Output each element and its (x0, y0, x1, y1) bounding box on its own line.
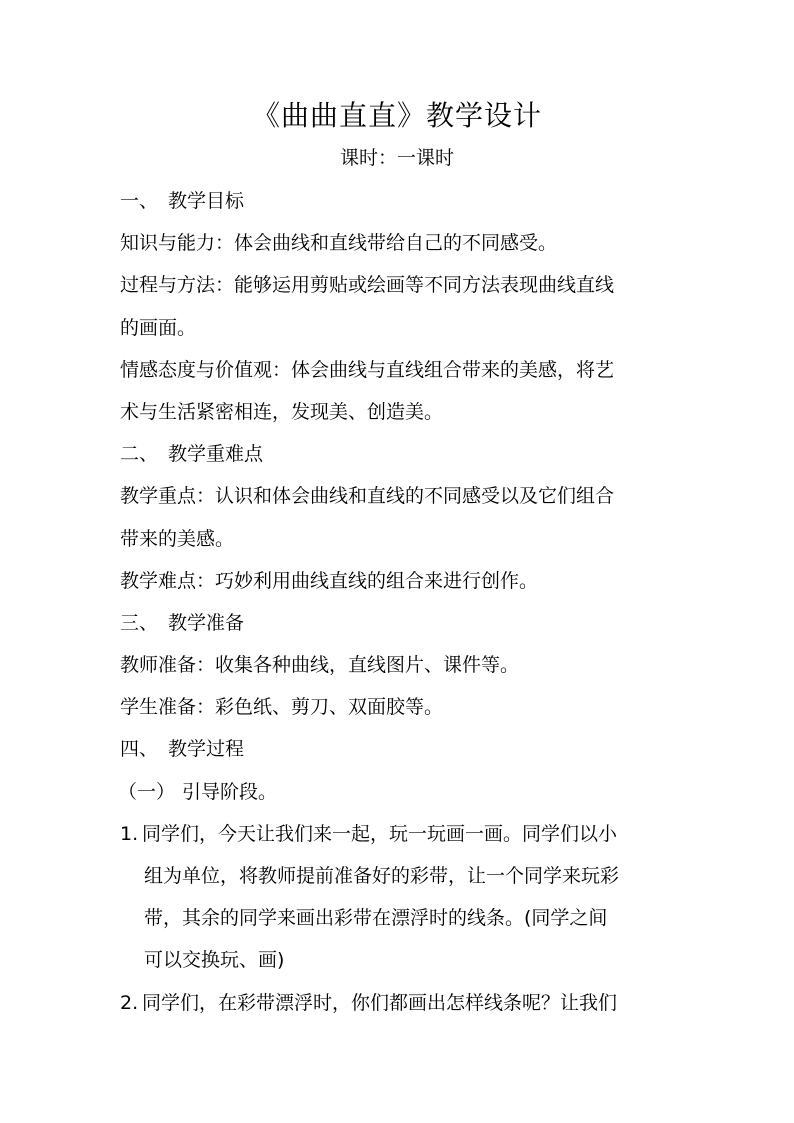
line-text: 术与生活紧密相连，发现美、创造美。 (120, 400, 444, 423)
paragraph-line (120, 522, 676, 564)
line-text: 教学难点：巧妙利用曲线直线的组合来进行创作。 (120, 569, 539, 592)
line-text: 教学准备 (168, 611, 245, 634)
line-text: 组为单位，将教师提前准备好的彩带，让一个同学来玩彩 (144, 865, 620, 887)
list-item-continuation (120, 901, 676, 943)
list-item-continuation (120, 859, 676, 901)
line-text: 带来的美感。 (120, 527, 235, 550)
section-heading (120, 732, 676, 774)
item-number: 1. (120, 822, 139, 845)
line-text: 同学们，在彩带漂浮时，你们都画出怎样线条呢？让我们 (142, 991, 618, 1014)
list-item (120, 986, 676, 1028)
list-item-continuation (120, 943, 676, 985)
document-title: 《曲曲直直》教学设计 (251, 99, 542, 132)
line-text: 可以交换玩、画) (144, 949, 285, 972)
section-heading (120, 184, 676, 226)
document-body (120, 184, 676, 1028)
line-text: 过程与方法：能够运用剪贴或绘画等不同方法表现曲线直线 (120, 274, 615, 297)
paragraph-line (120, 564, 676, 606)
section-heading (120, 606, 676, 648)
line-text: 学生准备：彩色纸、剪刀、双面胶等。 (120, 696, 444, 719)
line-text: 教学重难点 (168, 443, 264, 466)
paragraph-line (120, 353, 676, 395)
item-number: 一、 (120, 190, 159, 212)
list-item (120, 817, 676, 859)
document-subtitle: 课时：一课时 (339, 147, 454, 169)
section-heading (120, 437, 676, 479)
paragraph-line (120, 690, 676, 732)
line-text: 的画面。 (120, 316, 197, 339)
line-text: 情感态度与价值观：体会曲线与直线组合带来的美感，将艺 (120, 358, 615, 381)
line-text: 教师准备：收集各种曲线，直线图片、课件等。 (120, 654, 520, 677)
line-text: 教学重点：认识和体会曲线和直线的不同感受以及它们组合 (120, 485, 615, 508)
item-number: （一） (118, 780, 176, 803)
line-text: 知识与能力：体会曲线和直线带给自己的不同感受。 (120, 232, 558, 255)
paragraph-line (120, 311, 676, 353)
paragraph-line (120, 395, 676, 437)
line-text: 教学目标 (168, 190, 245, 212)
item-number: 四、 (120, 738, 159, 761)
paragraph-line (120, 226, 676, 268)
paragraph-line (120, 648, 676, 690)
paragraph-line (120, 479, 676, 521)
item-number: 三、 (120, 611, 159, 634)
item-number: 2. (120, 991, 139, 1014)
item-number: 二、 (120, 443, 159, 466)
paragraph-line (120, 268, 676, 310)
line-text: 教学过程 (168, 738, 245, 761)
line-text: 同学们，今天让我们来一起，玩一玩画一画。同学们以小 (142, 822, 618, 845)
line-text: 引导阶段。 (182, 780, 278, 803)
subsection-heading (120, 775, 676, 817)
line-text: 带，其余的同学来画出彩带在漂浮时的线条。(同学之间 (144, 907, 608, 930)
